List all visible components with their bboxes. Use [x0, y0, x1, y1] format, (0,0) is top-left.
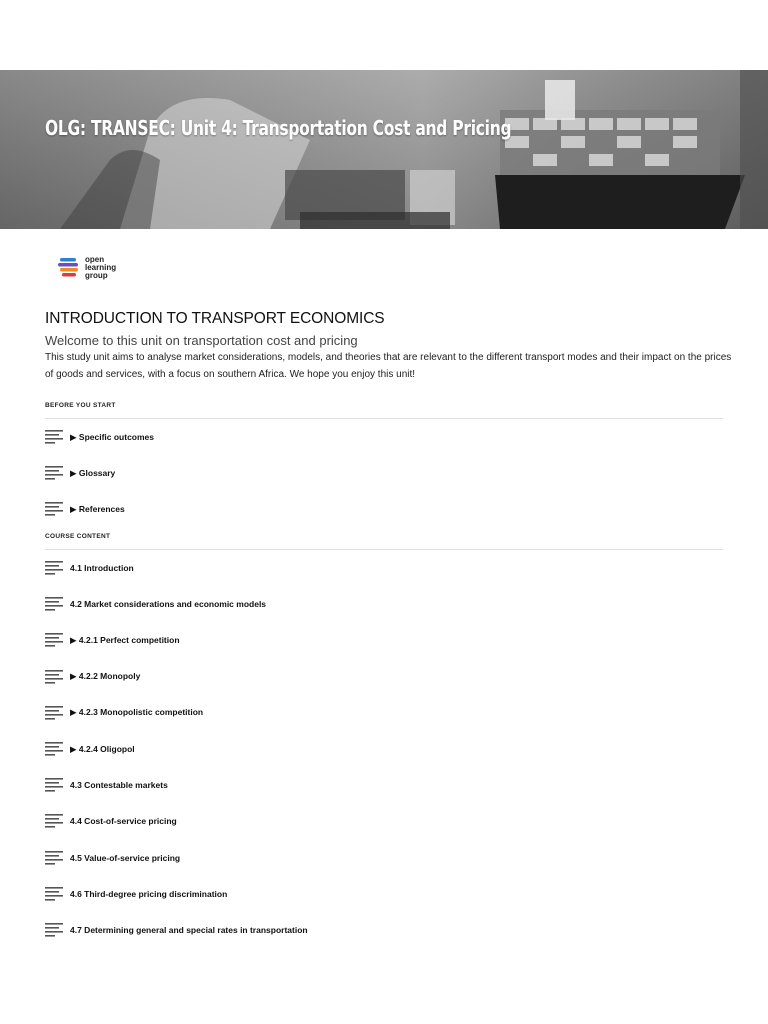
course-content-item-label: 4.7 Determining general and special rates in transportation	[70, 925, 308, 935]
section-divider	[45, 418, 723, 419]
course-content-item-label: 4.3 Contestable markets	[70, 780, 168, 791]
course-content-item[interactable]	[45, 558, 134, 578]
course-content-item-label: 4.5 Value-of-service pricing	[70, 852, 181, 863]
unit-subheading: Welcome to this unit on transportation cost and pricing	[45, 333, 358, 348]
open-learning-group-logo	[58, 256, 116, 280]
course-content-item-label: 4.2 Market considerations and economic models	[70, 599, 267, 610]
course-content-item-label: 4.1 Introduction	[70, 563, 134, 573]
section-label-before-you-start: BEFORE YOU START	[45, 402, 116, 409]
before-you-start-item-label: ▶ Glossary	[70, 467, 116, 478]
course-content-item-label: ▶ 4.2.1 Perfect competition	[70, 634, 180, 645]
list-lines-icon	[45, 561, 63, 575]
course-content-item[interactable]	[45, 811, 177, 831]
list-lines-icon	[45, 742, 63, 756]
before-you-start-item[interactable]	[45, 463, 115, 483]
list-lines-icon	[45, 633, 63, 647]
course-content-item-label: ▶ 4.2.2 Monopoly	[70, 671, 141, 682]
course-content-item[interactable]	[45, 848, 180, 868]
page-title: OLG: TRANSEC: Unit 4: Transportation Cost and Pricing	[45, 116, 512, 140]
course-content-item-label: ▶ 4.2.4 Oligopol	[70, 743, 135, 754]
list-lines-icon	[45, 923, 63, 937]
course-content-item[interactable]	[45, 739, 135, 759]
list-lines-icon	[45, 430, 63, 444]
course-content-item-label: 4.6 Third-degree pricing discrimination	[70, 888, 228, 899]
header-banner	[0, 70, 768, 229]
list-lines-icon	[45, 887, 63, 901]
list-lines-icon	[45, 851, 63, 865]
list-lines-icon	[45, 466, 63, 480]
course-content-item-label: ▶ 4.2.3 Monopolistic competition	[70, 707, 204, 718]
section-label-course-content: COURSE CONTENT	[45, 533, 111, 540]
list-lines-icon	[45, 670, 63, 684]
course-content-item[interactable]	[45, 703, 203, 723]
list-lines-icon	[45, 502, 63, 516]
course-content-item[interactable]	[45, 667, 140, 687]
logo-icon	[58, 256, 80, 280]
before-you-start-item[interactable]	[45, 499, 125, 519]
list-lines-icon	[45, 778, 63, 792]
section-divider	[45, 549, 723, 550]
unit-heading: INTRODUCTION TO TRANSPORT ECONOMICS	[45, 310, 385, 327]
banner-image	[0, 70, 768, 229]
before-you-start-item-label: ▶ References	[70, 503, 125, 514]
course-content-item[interactable]	[45, 920, 308, 940]
before-you-start-item[interactable]	[45, 427, 154, 447]
course-content-item[interactable]	[45, 594, 266, 614]
before-you-start-item-label: ▶ Specific outcomes	[70, 431, 155, 442]
list-lines-icon	[45, 706, 63, 720]
course-content-item-label: 4.4 Cost-of-service pricing	[70, 816, 177, 827]
logo-wordmark: open learning group	[85, 255, 117, 280]
course-content-item[interactable]	[45, 884, 227, 904]
list-lines-icon	[45, 814, 63, 828]
unit-description: This study unit aims to analyse market considerations, models, and theories that are relevant to the different transport modes and their impact on the prices of goods and services, with a focus on southern Africa. We hope you enjoy this unit!	[45, 352, 732, 380]
course-content-item[interactable]	[45, 630, 180, 650]
list-lines-icon	[45, 597, 63, 611]
course-content-item[interactable]	[45, 775, 168, 795]
